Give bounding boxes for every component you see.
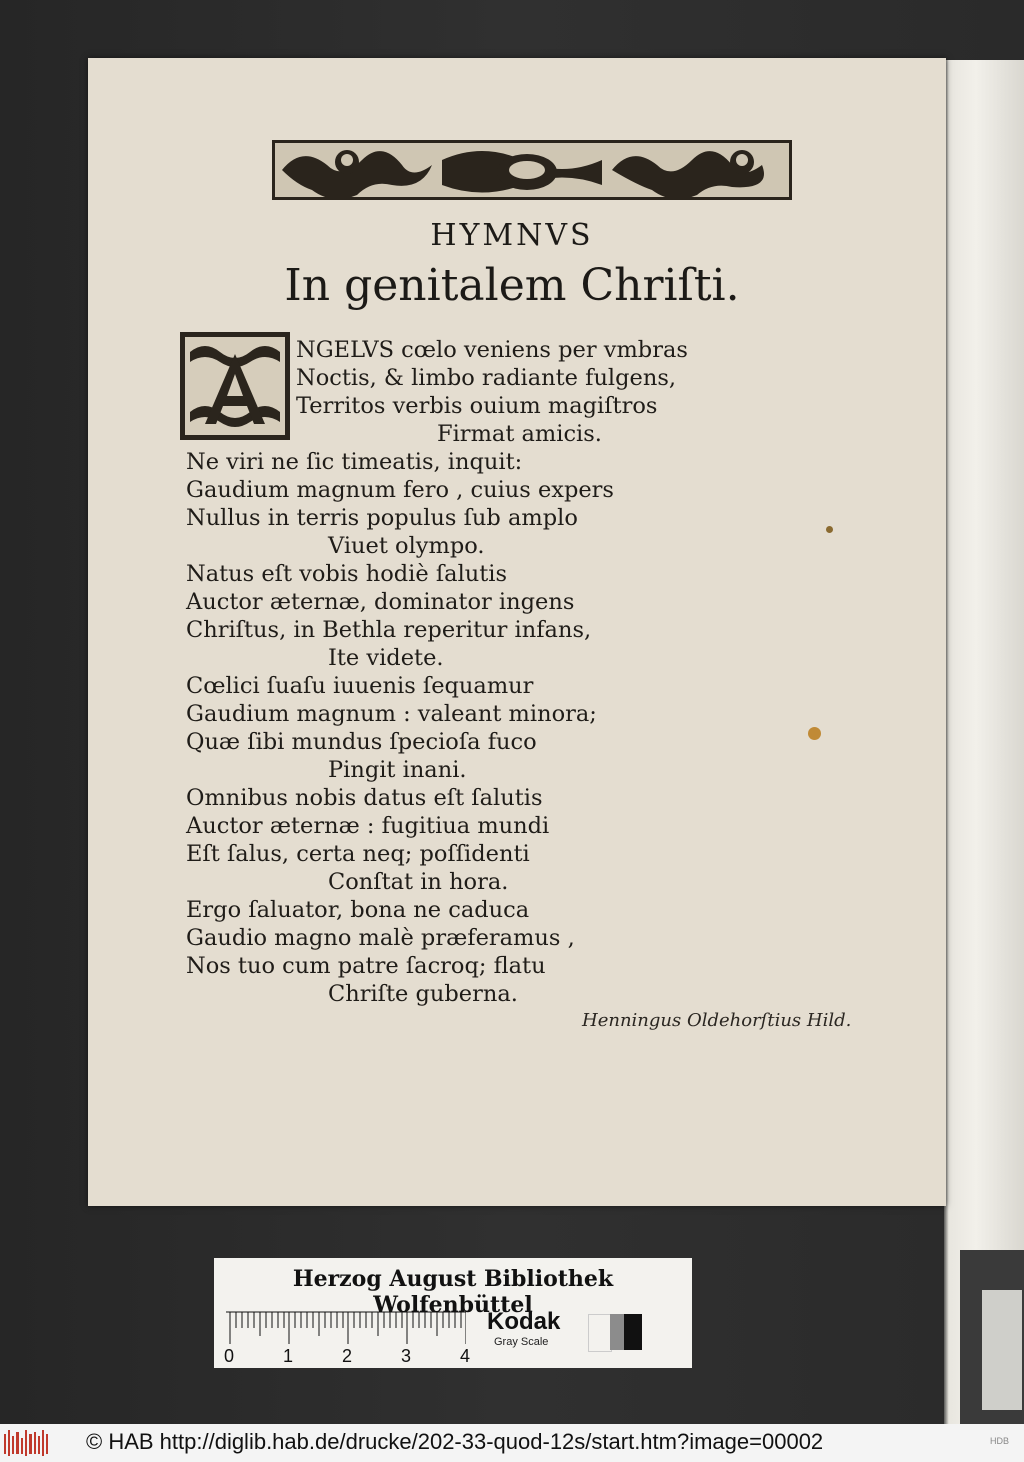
gray-swatch-mid [610, 1314, 624, 1350]
footer-bar [0, 1424, 1024, 1462]
paper-stain [808, 727, 821, 740]
ruler-number: 4 [460, 1346, 471, 1366]
poem-line: Ergo ſaluator, bona ne caduca [186, 897, 530, 923]
poem-line: Cœlici ſuaſu iuuenis ſequamur [186, 673, 534, 699]
library-color-label [214, 1258, 692, 1368]
kodak-brand: Kodak [487, 1308, 561, 1335]
ruler-icon [226, 1310, 466, 1350]
gray-swatch-black [624, 1314, 642, 1350]
hab-barcode-logo-icon [4, 1430, 48, 1456]
poem-line: Chriſtus, in Bethla reperitur infans, [186, 617, 592, 643]
poem-line: Territos verbis ouium magiſtros [296, 393, 658, 419]
poem-line: Omnibus nobis datus eſt ſalutis [186, 785, 543, 811]
poem-line: Ite videte. [328, 645, 444, 671]
library-name: Herzog August Bibliothek Wolfenbüttel [292, 1266, 614, 1318]
poem-line: Ne viri ne ſic timeatis, inquit: [186, 449, 523, 475]
poem-signature: Henningus Oldehorſtius Hild. [582, 1010, 852, 1031]
poem-line: Pingit inani. [328, 757, 467, 783]
poem-line: Gaudium magnum fero , cuius expers [186, 477, 614, 503]
poem-line: Nos tuo cum patre ſacroq; flatu [186, 953, 546, 979]
poem-line: Auctor æternæ : fugitiua mundi [186, 813, 550, 839]
ruler-number: 0 [224, 1346, 235, 1366]
poem-line: Quæ ſibi mundus ſpecioſa fuco [186, 729, 537, 755]
ruler-number: 2 [342, 1346, 353, 1366]
ruler-number: 3 [401, 1346, 412, 1366]
poem-line: Chriſte guberna. [328, 981, 518, 1007]
poem-line: Natus eſt vobis hodiè ſalutis [186, 561, 508, 587]
footer-copyright-link[interactable]: © HAB http://diglib.hab.de/drucke/202-33-quod-12s/start.htm?image=00002 [86, 1429, 824, 1454]
paper-speck [826, 526, 833, 533]
poem-line: Eſt ſalus, certa neq; poſſidenti [186, 841, 530, 867]
gray-swatch-white [588, 1314, 612, 1352]
adjacent-label [982, 1290, 1022, 1410]
hymn-title: HYMNVS [430, 218, 594, 253]
poem-line: NGELVS cœlo veniens per vmbras [296, 337, 688, 363]
poem-line: Gaudio magno malè præferamus , [186, 925, 575, 951]
poem-line: Noctis, & limbo radiante fulgens, [296, 365, 677, 391]
poem-line: Viuet olympo. [328, 533, 485, 559]
hymn-subtitle: In genitalem Chriſti. [284, 260, 740, 311]
poem-line: Nullus in terris populus ſub amplo [186, 505, 578, 531]
footer-corner-mark: HDB [990, 1436, 1010, 1446]
poem-line: Auctor æternæ, dominator ingens [186, 589, 575, 615]
gray-scale-caption: Gray Scale [494, 1336, 549, 1348]
poem-line: Firmat amicis. [437, 421, 602, 447]
poem-line: Gaudium magnum : valeant minora; [186, 701, 597, 727]
woodcut-ornament-icon [272, 140, 792, 200]
decorated-initial-a-icon [180, 332, 290, 440]
ruler-number: 1 [283, 1346, 294, 1366]
poem-line: Conſtat in hora. [328, 869, 509, 895]
